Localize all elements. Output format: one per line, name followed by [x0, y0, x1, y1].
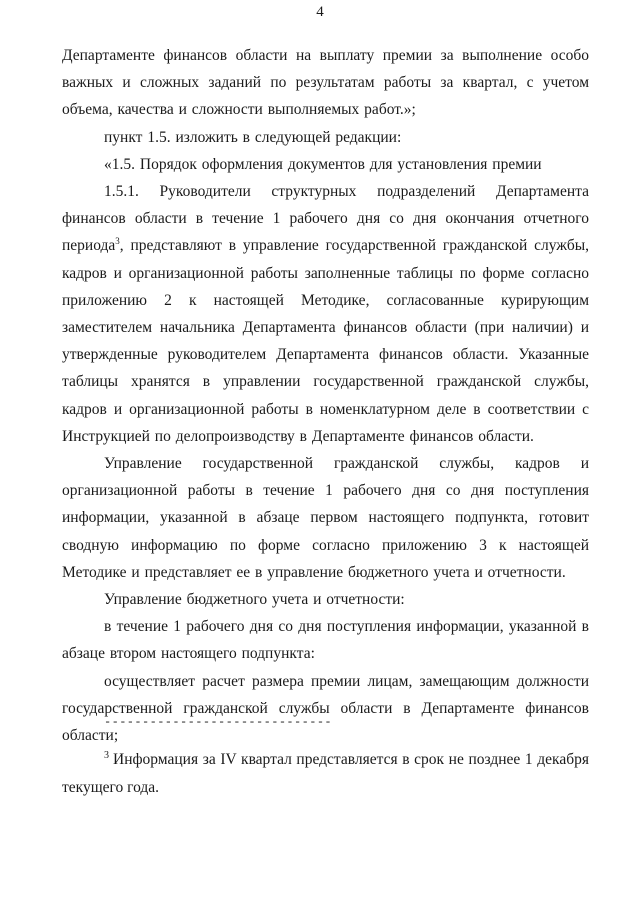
paragraph-amendment-intro: пункт 1.5. изложить в следующей редакции:: [104, 128, 402, 146]
paragraph-accounting-heading: Управление бюджетного учета и отчетности:: [104, 591, 405, 609]
footnote-separator: ------------------------------: [104, 715, 333, 729]
paragraph-hr-department: Управление государственной гражданской службы, кадров и организационной работы в течение 1 рабочего дня со дня поступления информации, указанной в абзаце первом настоящего подпункта, готовит сводную информацию по форме согласно приложению 3 к настоящей Методике и представляет ее в управление бюджетного учета и отчетности.: [62, 455, 589, 581]
paragraph-section-heading: «1.5. Порядок оформления документов для установления премии: [104, 155, 542, 173]
footnote-mark: 3: [104, 749, 109, 761]
footnote-text: Информация за IV квартал представляется в срок не позднее 1 декабря текущего года.: [62, 751, 589, 796]
paragraph-1-5-1-end: , представляют в управление государственной гражданской службы, кадров и организационной работы заполненные таблицы по форме согласно приложению 2 к настоящей Методике, согласованные курирующим заместителем начальника Департамента финансов области (при наличии) и утвержденные руководителем Департамента финансов области. Указанные таблицы хранятся в управлении государственной гражданской службы, кадров и организационной работы в номенклатурном деле в соответствии с Инструкцией по делопроизводству в Департаменте финансов области.: [62, 237, 589, 445]
footnote: [62, 746, 589, 802]
paragraph-calculation: осуществляет расчет размера премии лицам, замещающим должности государственной гражданской службы области в Департаменте финансов области;: [62, 672, 589, 745]
footnote-reference: 3: [115, 236, 120, 247]
document-body: [62, 42, 589, 749]
paragraph-1-5-1: [62, 178, 589, 450]
paragraph-1-5-1-start: 1.5.1. Руководители структурных подразделений Департамента финансов области в течение 1 рабочего дня со дня окончания отчетного периода: [62, 183, 589, 255]
paragraph-timing: в течение 1 рабочего дня со дня поступления информации, указанной в абзаце втором настоящего подпункта:: [62, 618, 589, 663]
page-number: 4: [316, 4, 324, 20]
paragraph-continuation: Департаменте финансов области на выплату премии за выполнение особо важных и сложных заданий по результатам работы за квартал, с учетом объема, качества и сложности выполняемых работ.»;: [62, 47, 589, 119]
